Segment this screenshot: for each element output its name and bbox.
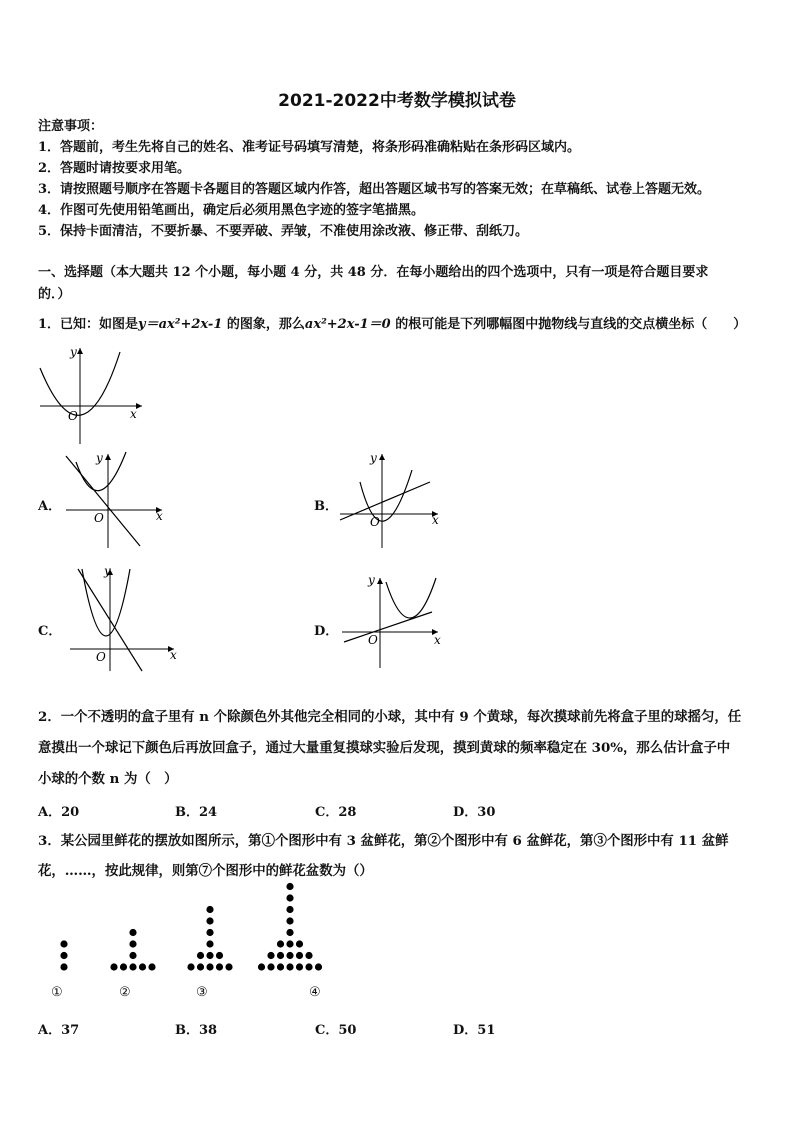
flower-dot [206,906,213,913]
flower-dot [286,906,293,913]
notice-item: 4．作图可先使用铅笔画出，确定后必须用黑色字迹的签字笔描黑。 [38,203,425,218]
question-2-stem: 2．一个不透明的盒子里有 n 个除颜色外其他完全相同的小球，其中有 9 个黄球，每次摸球前先将盒子里的球摇匀，任 [38,709,742,725]
notice-item: 1．答题前，考生先将自己的姓名、准考证号码填写清楚，将条形码准确粘贴在条形码区域内。 [38,140,581,155]
option-d-graph[interactable] [338,572,448,672]
question-2-stem-end: 小球的个数 n 为（ ） [38,771,178,787]
q3-option-a[interactable]: A．37 [38,1023,80,1038]
question-3-stem-cont: 花，……，按此规律，则第⑦个图形中的鲜花盆数为（） [38,863,373,879]
flower-dot [206,940,213,947]
question-2-stem-cont: 意摸出一个球记下颜色后再放回盒子，通过大量重复摸球实验后发现，摸到黄球的频率稳定在 30%，那么估计盒子中 [38,740,731,756]
option-c-graph[interactable] [62,563,187,673]
flower-dot [286,929,293,936]
flower-dot [305,952,312,959]
flower-dot [305,963,312,970]
flower-dot [129,940,136,947]
flower-dot [139,963,146,970]
svg-text:y: y [370,451,377,465]
flower-dot [197,963,204,970]
question-1-stem: 1．已知：如图是y＝ax²+2x-1 的图象，那么ax²+2x-1＝0 的根可能是下列哪幅图中抛物线与直线的交点横坐标（ ） [38,317,747,332]
section-header-cont: 的．） [38,287,71,302]
notice-item: 3．请按照题号顺序在答题卡各题目的答题区域内作答，超出答题区域书写的答案无效；在草稿纸、试卷上答题无效。 [38,182,711,197]
flower-dot [187,963,194,970]
svg-text:O: O [96,650,106,664]
flower-dot [206,963,213,970]
flower-dot [286,952,293,959]
svg-text:O: O [94,511,104,525]
svg-text:O: O [368,633,378,647]
flower-dot [216,963,223,970]
flower-dot [277,963,284,970]
flower-dot [60,952,67,959]
flower-dot [258,963,265,970]
flower-dot [206,929,213,936]
flower-dot [206,952,213,959]
formula-equation: ax²+2x-1＝0 [304,317,391,332]
svg-text:O: O [370,515,380,529]
figure-label-4: ④ [309,985,321,1000]
notice-item: 2．答题时请按要求用笔。 [38,161,191,176]
q2-option-b[interactable]: B．24 [175,805,218,820]
y-axis-label: y [70,345,77,359]
notice-heading: 注意事项： [38,119,104,134]
flower-dot [60,940,67,947]
svg-text:x: x [156,509,163,523]
x-axis-label: x [130,407,137,421]
svg-text:x: x [434,633,441,647]
flower-dot [267,952,274,959]
flower-dot [197,952,204,959]
origin-label: O [68,409,78,423]
svg-text:y: y [96,451,103,465]
flower-dot [296,963,303,970]
flower-dot [110,963,117,970]
flower-dot [129,963,136,970]
flower-dot [129,952,136,959]
flower-pattern-figures [0,880,794,970]
flower-dot [148,963,155,970]
option-b-graph[interactable] [336,448,446,553]
figure-label-3: ③ [196,985,208,1000]
q3-option-b[interactable]: B．38 [175,1023,218,1038]
flower-dot [315,963,322,970]
option-a-graph[interactable] [62,448,172,553]
flower-dot [277,940,284,947]
notice-item: 5．保持卡面清洁，不要折暴、不要弄破、弄皱，不准使用涂改液、修正带、刮纸刀。 [38,224,529,239]
flower-dot [206,917,213,924]
page-title: 2021-2022中考数学模拟试卷 [278,91,516,111]
svg-text:x: x [432,513,439,527]
formula-function: y＝ax²+2x-1 [138,317,223,332]
flower-dot [129,929,136,936]
figure-label-1: ① [51,985,63,1000]
svg-text:x: x [170,648,177,662]
flower-dot [286,917,293,924]
flower-dot [286,894,293,901]
q3-option-c[interactable]: C．50 [315,1023,357,1038]
q1-main-graph [30,340,150,450]
q2-option-c[interactable]: C．28 [315,805,357,820]
option-d-label[interactable]: D． [314,624,339,639]
svg-text:y: y [104,564,111,578]
figure-label-2: ② [119,985,131,1000]
flower-dot [216,952,223,959]
flower-dot [296,940,303,947]
option-a-label[interactable]: A． [38,499,62,514]
q2-option-a[interactable]: A．20 [38,805,80,820]
flower-dot [277,952,284,959]
flower-dot [286,963,293,970]
flower-dot [286,883,293,890]
flower-dot [296,952,303,959]
q3-option-d[interactable]: D．51 [453,1023,496,1038]
question-3-stem: 3．某公园里鲜花的摆放如图所示，第①个图形中有 3 盆鲜花，第②个图形中有 6 盆鲜花，第③个图形中有 11 盆鲜 [38,833,729,849]
flower-dot [286,940,293,947]
option-c-label[interactable]: C． [38,624,62,639]
svg-text:y: y [368,573,375,587]
flower-dot [267,963,274,970]
flower-dot [225,963,232,970]
section-header: 一、选择题（本大题共 12 个小题，每小题 4 分，共 48 分．在每小题给出的四个选项中，只有一项是符合题目要求 [38,265,709,280]
q2-option-d[interactable]: D．30 [453,805,496,820]
option-b-label[interactable]: B． [314,499,338,514]
flower-dot [60,963,67,970]
flower-dot [120,963,127,970]
